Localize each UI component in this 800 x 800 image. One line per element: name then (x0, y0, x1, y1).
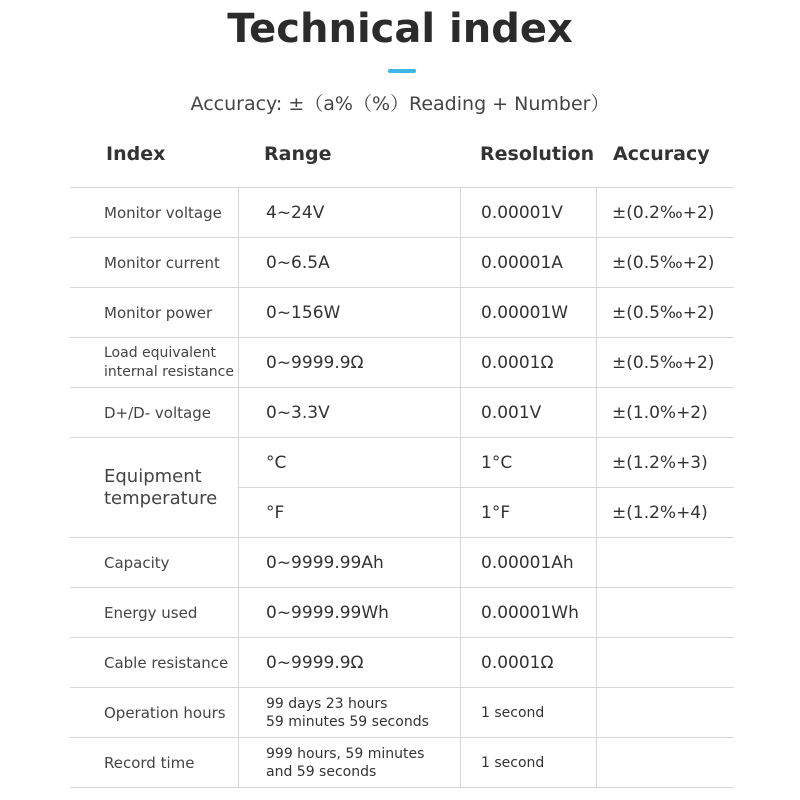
header-resolution: Resolution (480, 143, 595, 165)
range-cell (238, 738, 460, 787)
resolution-cell: 0.00001A (460, 238, 596, 287)
range-cell: °C (238, 438, 460, 487)
header-range: Range (264, 143, 332, 165)
range-line: and 59 seconds (266, 763, 377, 780)
temperature-group (70, 438, 734, 538)
index-cell: Capacity (104, 553, 170, 572)
table-row (70, 388, 734, 438)
table-row (238, 438, 734, 488)
index-cell: Cable resistance (104, 653, 229, 672)
table-row (70, 738, 734, 788)
table-row (70, 288, 734, 338)
resolution-cell: 0.00001Ah (460, 538, 596, 587)
table-row (70, 538, 734, 588)
accuracy-formula: Accuracy: ±（a%（%）Reading + Number） (190, 93, 610, 115)
table-row (70, 638, 734, 688)
resolution-cell: 1°F (460, 488, 596, 538)
index-cell: Monitor current (104, 253, 220, 272)
index-cell: Monitor voltage (104, 203, 222, 222)
accuracy-cell (596, 688, 734, 737)
accuracy-cell (596, 588, 734, 637)
resolution-cell: 1°C (460, 438, 596, 487)
range-cell: °F (238, 488, 460, 538)
accuracy-cell: ±(0.2‰+2) (596, 188, 734, 237)
accuracy-cell (596, 538, 734, 587)
header-index: Index (106, 143, 166, 165)
range-line: 59 minutes 59 seconds (266, 713, 429, 730)
accuracy-cell: ±(0.5‰+2) (596, 238, 734, 287)
index-cell: D+/D- voltage (104, 403, 211, 422)
index-cell: Operation hours (104, 703, 226, 722)
table-row (70, 588, 734, 638)
accuracy-cell: ±(0.5‰+2) (596, 338, 734, 387)
range-cell: 0~3.3V (238, 388, 460, 437)
spec-table (70, 187, 734, 788)
table-row (70, 688, 734, 738)
table-row (70, 188, 734, 238)
range-line: 99 days 23 hours (266, 695, 388, 712)
resolution-cell: 1 second (460, 738, 596, 787)
page-title: Technical index (227, 6, 573, 52)
index-cell (104, 438, 238, 537)
range-cell: 0~6.5A (238, 238, 460, 287)
range-cell: 0~156W (238, 288, 460, 337)
resolution-cell: 0.00001V (460, 188, 596, 237)
index-line: temperature (104, 487, 218, 509)
resolution-cell: 0.0001Ω (460, 638, 596, 687)
index-cell: Record time (104, 753, 195, 772)
accuracy-cell: ±(1.2%+4) (596, 488, 734, 538)
accuracy-cell: ±(0.5‰+2) (596, 288, 734, 337)
table-row (70, 238, 734, 288)
resolution-cell: 0.0001Ω (460, 338, 596, 387)
range-cell: 0~9999.99Wh (238, 588, 460, 637)
range-cell: 4~24V (238, 188, 460, 237)
index-line: internal resistance (104, 363, 234, 380)
accuracy-cell (596, 738, 734, 787)
resolution-cell: 1 second (460, 688, 596, 737)
accuracy-cell: ±(1.2%+3) (596, 438, 734, 487)
table-row (70, 338, 734, 388)
accuracy-cell (596, 638, 734, 687)
range-cell: 0~9999.9Ω (238, 338, 460, 387)
resolution-cell: 0.00001Wh (460, 588, 596, 637)
title-accent-bar (388, 69, 416, 73)
range-line: 999 hours, 59 minutes (266, 745, 425, 762)
range-cell: 0~9999.9Ω (238, 638, 460, 687)
resolution-cell: 0.00001W (460, 288, 596, 337)
index-cell (104, 338, 238, 387)
table-row (238, 488, 734, 538)
index-cell: Monitor power (104, 303, 213, 322)
resolution-cell: 0.001V (460, 388, 596, 437)
index-line: Load equivalent (104, 344, 217, 361)
index-line: Equipment (104, 465, 202, 487)
accuracy-cell: ±(1.0%+2) (596, 388, 734, 437)
index-cell: Energy used (104, 603, 198, 622)
header-accuracy: Accuracy (613, 143, 710, 165)
range-cell: 0~9999.99Ah (238, 538, 460, 587)
range-cell (238, 688, 460, 737)
